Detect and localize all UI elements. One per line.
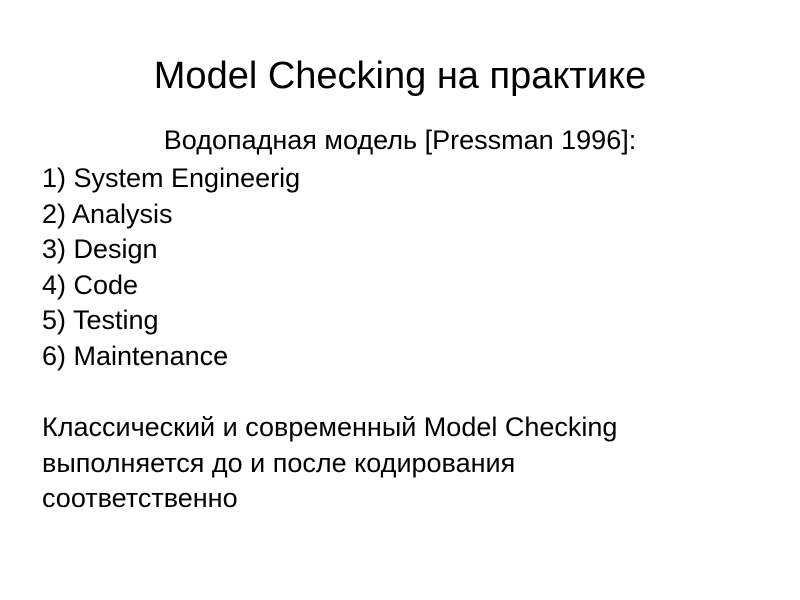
list-item: 5) Testing bbox=[42, 305, 159, 335]
slide-subtitle: Водопадная модель [Pressman 1996]: bbox=[163, 125, 637, 155]
conclusion-line: Классический и современный Model Checking bbox=[42, 412, 618, 442]
list-item: 6) Maintenance bbox=[42, 340, 229, 371]
conclusion-line: выполняется до и после кодирования bbox=[42, 447, 516, 478]
list-item: 1) System Engineerig bbox=[42, 163, 301, 193]
conclusion-text bbox=[42, 410, 762, 517]
list-item: 2) Analysis bbox=[42, 198, 173, 229]
conclusion-line: соответственно bbox=[42, 483, 238, 513]
list-item: 4) Code bbox=[42, 269, 139, 300]
list-item: 3) Design bbox=[42, 234, 158, 264]
slide-title: Model Checking на практике bbox=[153, 55, 647, 97]
waterfall-steps-list bbox=[42, 161, 300, 374]
